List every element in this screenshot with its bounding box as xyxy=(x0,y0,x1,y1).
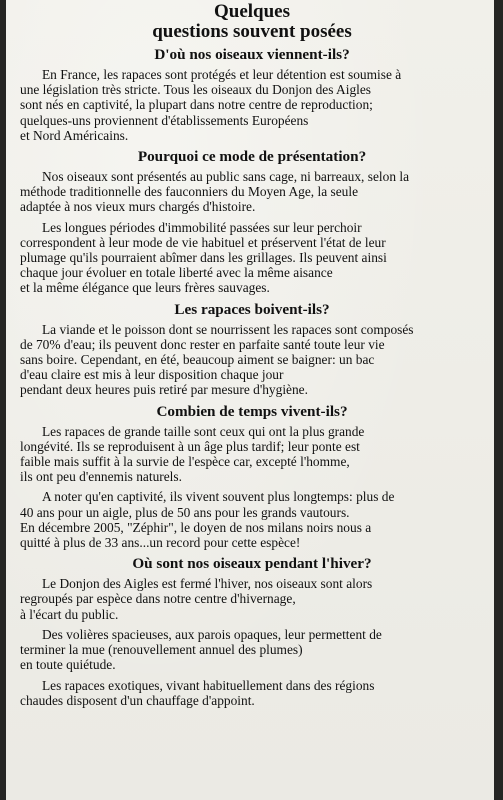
board-title-line-2: questions souvent posées xyxy=(152,21,352,42)
text-line: Le Donjon des Aigles est fermé l'hiver, nos oiseaux sont alors xyxy=(42,576,373,592)
text-line: regroupés par espèce dans notre centre d'hivernage, xyxy=(20,591,296,607)
text-line: ils ont peu d'ennemis naturels. xyxy=(20,469,182,485)
section-paragraph xyxy=(20,220,484,296)
section-origin xyxy=(20,46,484,143)
text-line: en toute quiétude. xyxy=(20,657,116,673)
section-paragraph xyxy=(20,322,484,398)
section-paragraph xyxy=(20,627,484,673)
text-line: correspondent à leur mode de vie habituel et préservent l'état de leur xyxy=(20,234,386,250)
section-heading: Les rapaces boivent-ils? xyxy=(174,300,330,318)
board-title xyxy=(20,2,484,42)
text-line: Les rapaces de grande taille sont ceux qui ont la plus grande xyxy=(42,423,365,439)
text-line: longévité. Ils se reproduisent à un âge plus tardif; leur ponte est xyxy=(20,438,360,454)
text-line: En France, les rapaces sont protégés et leur détention est soumise à xyxy=(42,67,402,82)
section-paragraph xyxy=(20,576,484,622)
text-line: quitté à plus de 33 ans...un record pour cette espèce! xyxy=(20,535,301,551)
text-line: Nos oiseaux sont présentés au public sans cage, ni barreaux, selon la xyxy=(42,169,410,185)
text-line: faible mais suffit à la survie de l'espèce car, excepté l'homme, xyxy=(20,454,350,470)
text-line: à l'écart du public. xyxy=(20,606,119,622)
section-paragraph xyxy=(20,678,484,708)
text-line: La viande et le poisson dont se nourrissent les rapaces sont composés xyxy=(42,321,414,337)
section-paragraph xyxy=(20,489,484,550)
text-line: pendant deux heures puis retiré par mesure d'hygiène. xyxy=(20,382,308,398)
text-line: A noter qu'en captivité, ils vivent souvent plus longtemps: plus de xyxy=(42,489,395,505)
section-heading: Combien de temps vivent-ils? xyxy=(156,402,348,420)
section-heading: Où sont nos oiseaux pendant l'hiver? xyxy=(132,555,372,573)
text-line: chaudes disposent d'un chauffage d'appoint. xyxy=(20,692,255,708)
section-paragraph xyxy=(20,424,484,485)
text-line: d'eau claire est mis à leur disposition chaque jour xyxy=(20,367,284,383)
text-line: et la même élégance que leurs frères sauvages. xyxy=(20,280,270,296)
text-line: quelques-uns proviennent d'établissements Européens xyxy=(20,112,309,128)
section-paragraph xyxy=(20,67,484,143)
text-line: Les rapaces exotiques, vivant habituellement dans des régions xyxy=(42,677,375,693)
section-lifespan xyxy=(20,403,484,551)
text-line: adaptée à nos vieux murs chargés d'histoire. xyxy=(20,199,256,215)
text-line: Des volières spacieuses, aux parois opaques, leur permettent de xyxy=(42,626,382,642)
text-line: plumage qu'ils pourraient abîmer dans les grillages. Ils peuvent ainsi xyxy=(20,250,387,266)
text-line: En décembre 2005, "Zéphir", le doyen de nos milans noirs nous a xyxy=(20,519,372,535)
text-line: 40 ans pour un aigle, plus de 50 ans pour les grands vautours. xyxy=(20,504,350,520)
section-heading: D'où nos oiseaux viennent-ils? xyxy=(154,46,350,63)
information-board xyxy=(6,0,494,800)
text-line: de 70% d'eau; ils peuvent donc rester en parfaite santé toute leur vie xyxy=(20,336,385,352)
section-winter xyxy=(20,555,484,708)
text-line: et Nord Américains. xyxy=(20,127,129,143)
text-line: méthode traditionnelle des fauconniers du Moyen Age, la seule xyxy=(20,184,359,200)
text-line: chaque jour évoluer en totale liberté avec la même aisance xyxy=(20,265,333,281)
section-paragraph xyxy=(20,169,484,215)
board-title-line-1: Quelques xyxy=(213,1,291,22)
section-presentation xyxy=(20,148,484,296)
text-line: Les longues périodes d'immobilité passées sur leur perchoir xyxy=(42,219,362,235)
text-line: une législation très stricte. Tous les oiseaux du Donjon des Aigles xyxy=(20,82,372,98)
text-line: terminer la mue (renouvellement annuel des plumes) xyxy=(20,642,303,658)
section-drinking xyxy=(20,301,484,398)
text-line: sans boire. Cependant, en été, beaucoup aiment se baigner: un bac xyxy=(20,352,375,368)
text-line: sont nés en captivité, la plupart dans notre centre de reproduction; xyxy=(20,97,373,113)
section-heading: Pourquoi ce mode de présentation? xyxy=(137,148,367,166)
